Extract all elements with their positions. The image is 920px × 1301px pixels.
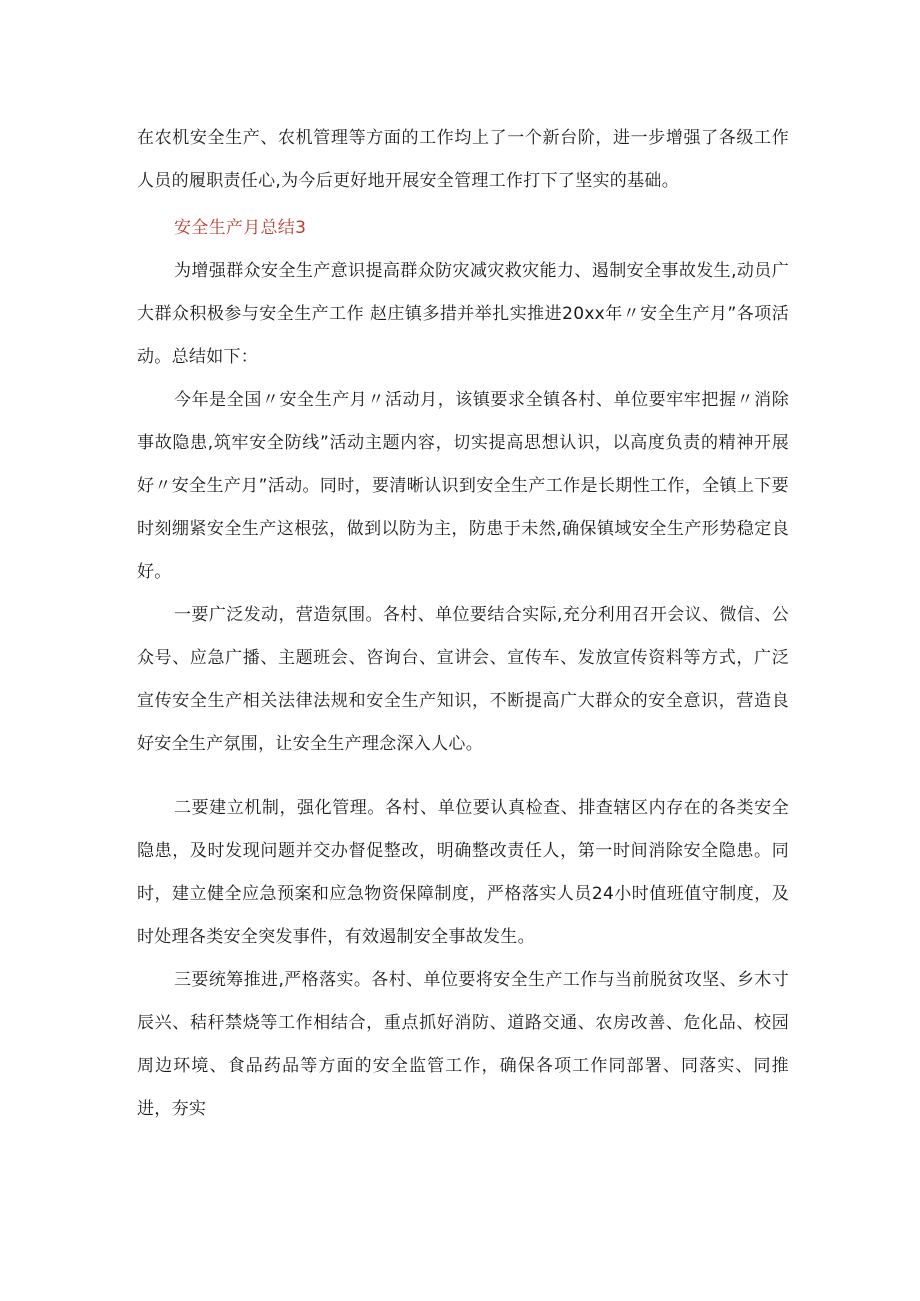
section-heading: 安全生产月总结3: [174, 218, 307, 238]
paragraph-spacer: [137, 766, 789, 787]
paragraph-point-one: 一要广泛发动，营造氛围。各村、单位要结合实际,充分利用召开会议、微信、公众号、应急广播、主题班会、咨询台、宣讲会、宣传车、发放宣传资料等方式，广泛宣传安全生产相关法律法规和安全生产知识，不断提高广大群众的安全意识，营造良好安全生产氛围，让安全生产理念深入人心。: [137, 605, 789, 754]
paragraph-point-three: 三要统筹推进,严格落实。各村、单位要将安全生产工作与当前脱贫攻坚、乡木寸辰兴、秸秆禁烧等工作相结合，重点抓好消防、道路交通、农房改善、危化品、校园周边环境、食品药品等方面的安全监管工作，确保各项工作同部署、同落实、同推进，夯实: [137, 970, 789, 1119]
paragraph-point-two: 二要建立机制，强化管理。各村、单位要认真检查、排查辖区内存在的各类安全隐患，及时发现问题并交办督促整改，明确整改责任人，第一时间消除安全隐患。同时，建立健全应急预案和应急物资保障制度，严格落实人员24小时值班值守制度，及时处理各类安全突发事件，有效遏制安全事故发生。: [137, 798, 789, 947]
document-page: [137, 117, 789, 1131]
paragraph-intro: 为增强群众安全生产意识提高群众防灾减灾救灾能力、遏制安全事故发生,动员广大群众积极参与安全生产工作 赵庄镇多措并举扎实推进20xx年〃安全生产月”各项活动。总结如下：: [137, 261, 789, 367]
paragraph-theme: 今年是全国〃安全生产月〃活动月，该镇要求全镇各村、单位要牢牢把握〃消除事故隐患,筑牢安全防线”活动主题内容，切实提高思想认识，以高度负责的精神开展好〃安全生产月”活动。同时，要清晰认识到安全生产工作是长期性工作，全镇上下要时刻绷紧安全生产这根弦，做到以防为主，防患于未然,确保镇域安全生产形势稳定良好。: [137, 390, 789, 582]
continuation-paragraph: 在农机安全生产、农机管理等方面的工作均上了一个新台阶，进一步增强了各级工作人员的履职责任心,为今后更好地开展安全管理工作打下了坚实的基础。: [137, 128, 789, 191]
